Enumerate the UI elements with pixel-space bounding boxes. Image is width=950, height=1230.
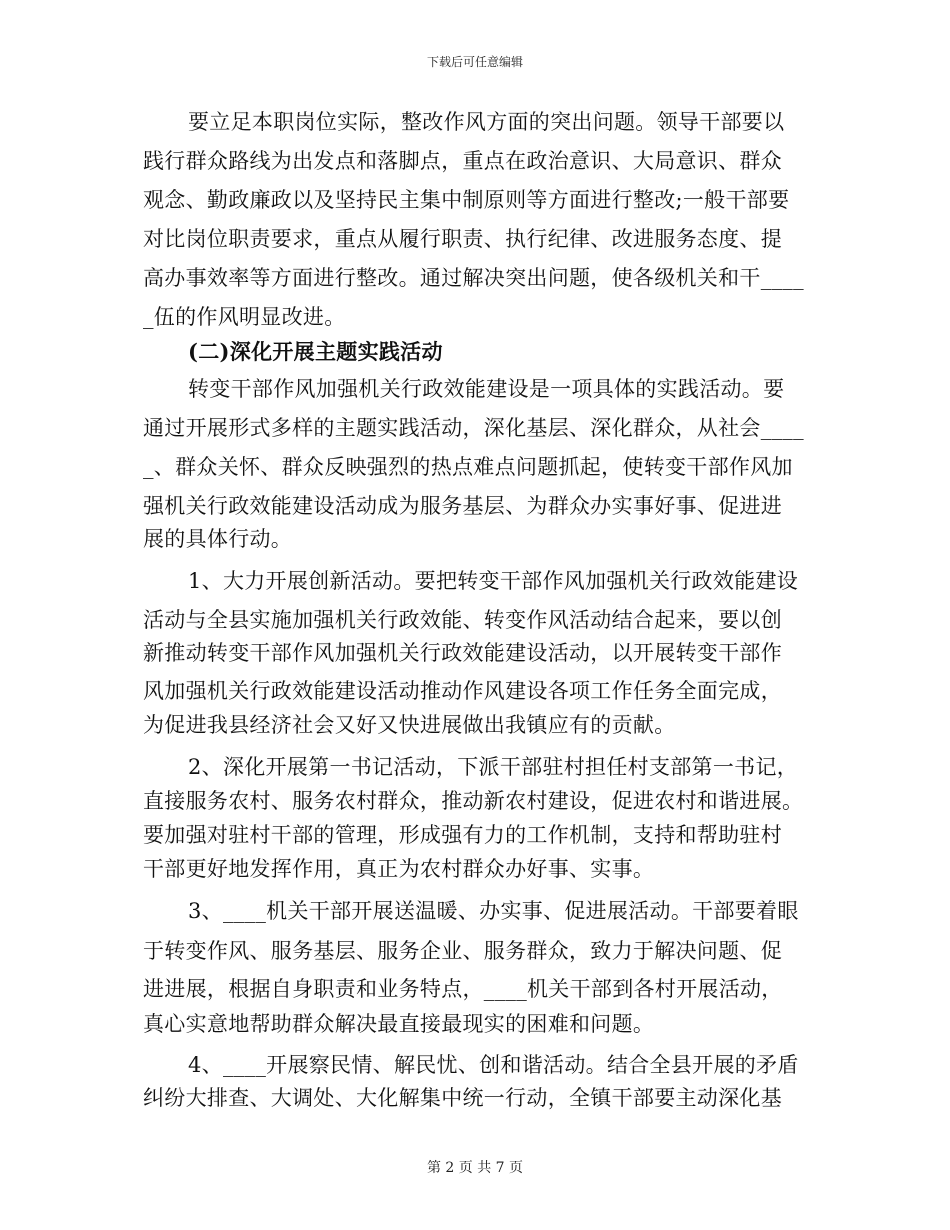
body-line: _、群众关怀、群众反映强烈的热点难点问题抓起，使转变干部作风加 [143,455,793,479]
body-line: 干部更好地发挥作用，真正为农村群众办好事、实事。 [143,857,655,881]
body-line: 转变干部作风加强机关行政效能建设是一项具体的实践活动。要 [188,377,785,401]
body-line: 强机关行政效能建设活动成为服务基层、为群众办实事好事、促进进 [143,494,782,518]
body-line: 4、____开展察民情、解民忧、创和谐活动。结合全县开展的矛盾 [188,1053,799,1077]
body-line: 活动与全县实施加强机关行政效能、转变作风活动结合起来，要以创 [143,608,782,632]
body-line: 对比岗位职责要求，重点从履行职责、执行纪律、改进服务态度、提 [143,227,782,251]
body-line: 直接服务农村、服务农村群众，推动新农村建设，促进农村和谐进展。 [143,789,804,813]
body-line: _伍的作风明显改进。 [143,305,346,329]
body-line: 要立足本职岗位实际，整改作风方面的突出问题。领导干部要以 [188,110,785,134]
body-line: 真心实意地帮助群众解决最直接最现实的困难和问题。 [143,1012,655,1036]
page-footer: 第 2 页 共 7 页 [426,1160,524,1176]
body-line: 纠纷大排查、大调处、大化解集中统一行动，全镇干部要主动深化基 [143,1086,782,1110]
body-line: 展的具体行动。 [143,527,293,551]
body-line: 进进展，根据自身职责和业务特点，____机关干部到各村开展活动， [143,977,783,1001]
body-line: 为促进我县经济社会又好又快进展做出我镇应有的贡献。 [143,713,676,737]
body-line: 要加强对驻村干部的管理，形成强有力的工作机制，支持和帮助驻村 [143,823,782,847]
section-heading: (二)深化开展主题实践活动 [188,339,443,364]
body-line: 于转变作风、服务基层、服务企业、服务群众，致力于解决问题、促 [143,939,782,963]
body-line: 2、深化开展第一书记活动，下派干部驻村担任村支部第一书记， [188,755,799,779]
body-line: 3、____机关干部开展送温暖、办实事、促进展活动。干部要着眼 [188,899,799,923]
body-line: 1、大力开展创新活动。要把转变干部作风加强机关行政效能建设 [188,569,799,593]
body-line: 风加强机关行政效能建设活动推动作风建设各项工作任务全面完成， [143,679,782,703]
body-line: 通过开展形式多样的主题实践活动，深化基层、深化群众，从社会____ [143,416,804,440]
body-line: 践行群众路线为出发点和落脚点，重点在政治意识、大局意识、群众 [143,149,782,173]
body-line: 观念、勤政廉政以及坚持民主集中制原则等方面进行整改;一般干部要 [143,188,790,212]
page-header: 下载后可任意编辑 [426,55,523,69]
body-line: 新推动转变干部作风加强机关行政效能建设活动，以开展转变干部作 [143,641,782,665]
body-line: 高办事效率等方面进行整改。通过解决突出问题，使各级机关和干____ [143,266,804,290]
